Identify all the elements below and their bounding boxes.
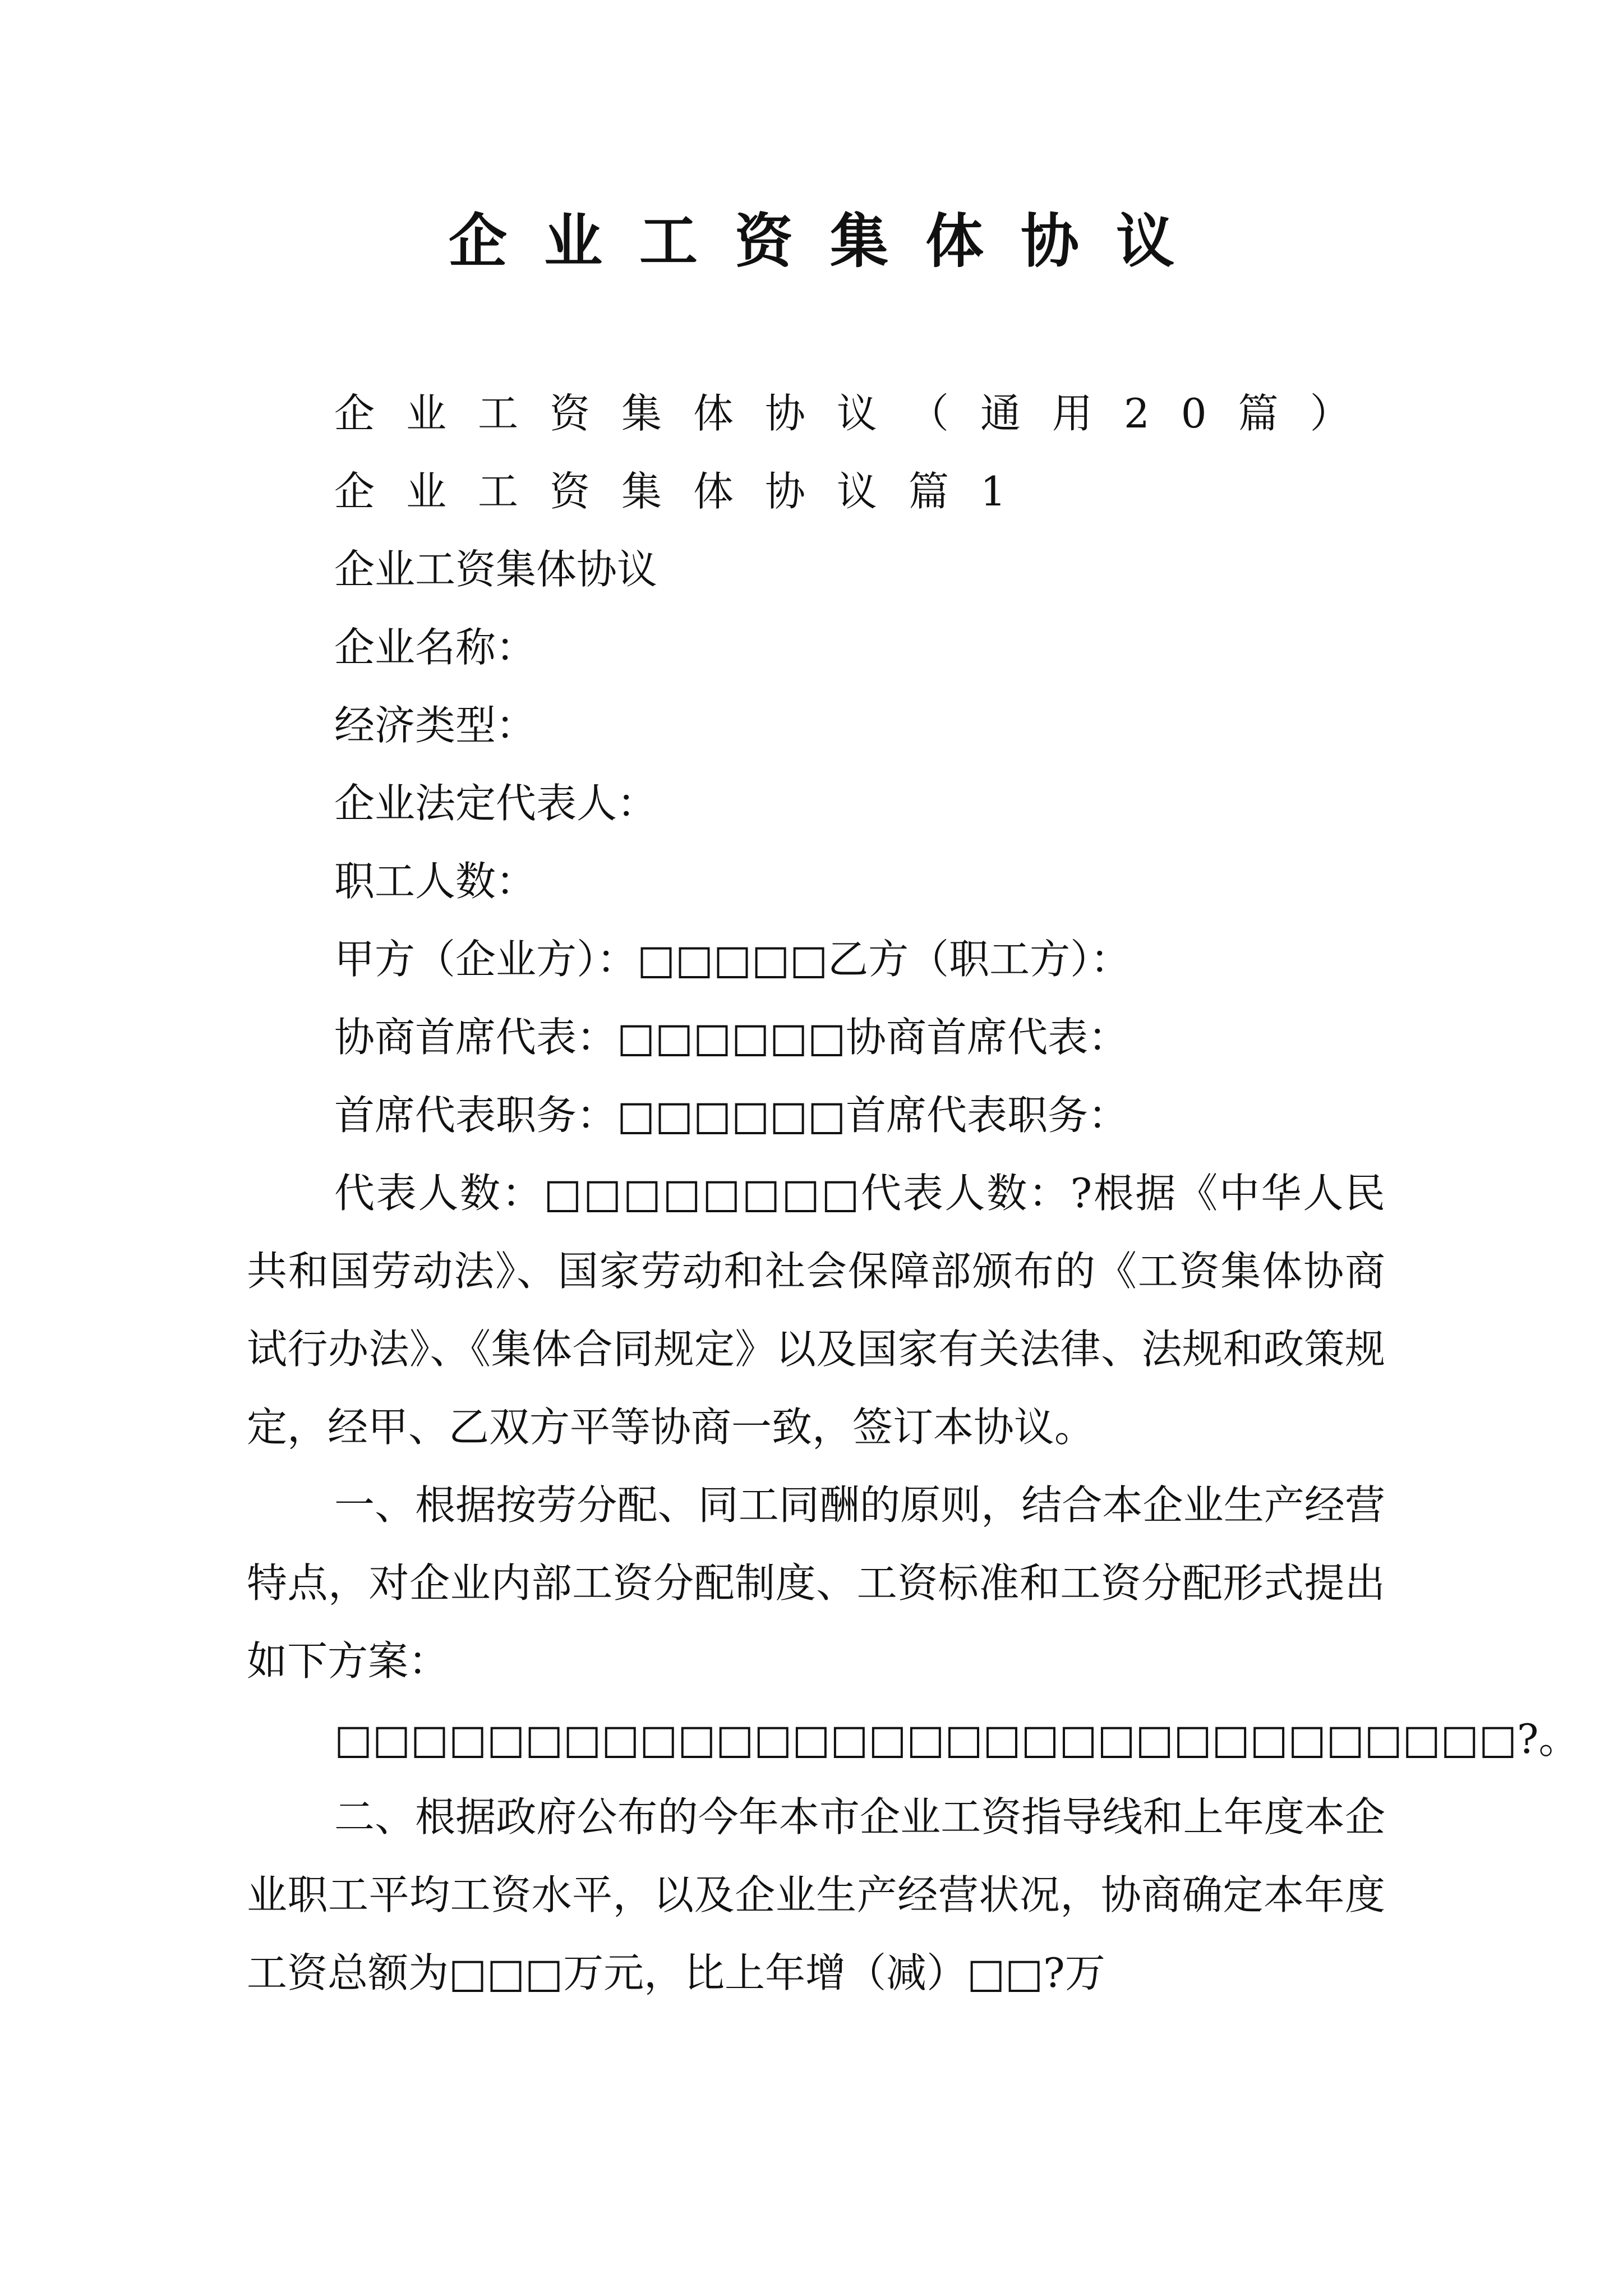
paragraph: 企业法定代表人： bbox=[334, 780, 658, 827]
paragraph: 甲方（企业方）：□□□□□乙方（职工方）： bbox=[334, 936, 1131, 983]
paragraph: 职工人数： bbox=[334, 858, 537, 905]
paragraph: 企业工资集体协议 bbox=[334, 546, 658, 593]
paragraph: 企业名称： bbox=[334, 624, 537, 671]
paragraph: 二、根据政府公布的今年本市企业工资指导线和上年度本企业职工平均工资水平，以及企业生产经营状况，协商确定本年度工资总额为□□□万元，比上年增（减）□□?万 bbox=[247, 1793, 1385, 1996]
document-title: 企业工资集体协议 bbox=[448, 206, 1211, 275]
paragraph-subheading: 企业工资集体协议篇1 bbox=[334, 468, 1038, 515]
document-body bbox=[247, 375, 1579, 2012]
paragraph: 经济类型： bbox=[334, 702, 537, 749]
paragraph: □□□□□□□□□□□□□□□□□□□□□□□□□□□□□□□?。 bbox=[334, 1715, 1579, 1763]
paragraph: 协商首席代表：□□□□□□协商首席代表： bbox=[334, 1014, 1129, 1061]
paragraph-heading: 企业工资集体协议（通用20篇） bbox=[334, 390, 1382, 437]
paragraph: 代表人数：□□□□□□□□代表人数：?根据《中华人民共和国劳动法》、国家劳动和社会保障部颁布的《工资集体协商试行办法》、《集体合同规定》以及国家有关法律、法规和政策规定，经甲、乙双方平等协商一致，签订本协议。 bbox=[247, 1170, 1385, 1451]
paragraph: 首席代表职务：□□□□□□首席代表职务： bbox=[334, 1092, 1129, 1139]
paragraph: 一、根据按劳分配、同工同酬的原则，结合本企业生产经营特点，对企业内部工资分配制度、工资标准和工资分配形式提出如下方案： bbox=[247, 1481, 1385, 1685]
